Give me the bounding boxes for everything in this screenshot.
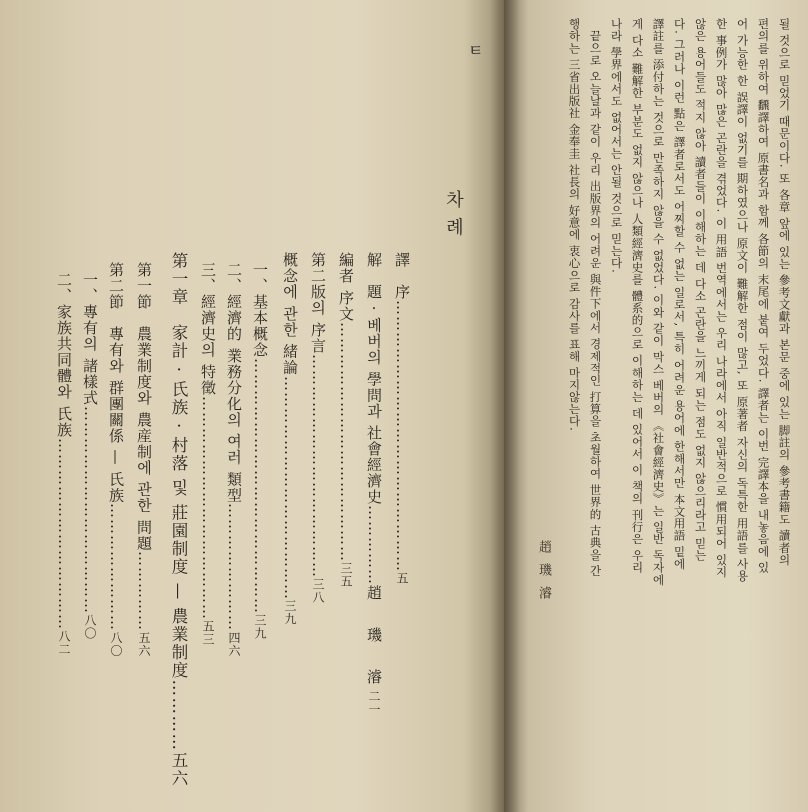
toc-label: 解 題 · 베버의 學問과 社會經濟史 — [365, 252, 383, 505]
toc-label: 一、專有의 諸樣式 — [81, 272, 99, 406]
toc-leader: ……………………………… — [55, 437, 73, 630]
toc-label: 三、經濟史의 特徵 — [199, 262, 217, 396]
toc-leader: …………………………………………… — [393, 300, 411, 572]
toc-page-number: 二一 — [367, 689, 381, 716]
toc-label: 第二版의 序言 — [309, 252, 327, 354]
toc-page-number: 五六 — [137, 631, 151, 658]
toc-leader: …………………… — [107, 503, 125, 632]
toc-label: 概念에 관한 緒論 — [281, 252, 299, 376]
preface-line: 나라 學界에서도 없어서는 안될 것으로 믿는다. — [609, 18, 624, 274]
toc-page-number: 五六 — [169, 751, 188, 788]
toc-entry-editor[interactable] — [336, 252, 357, 588]
toc-leader: ………………………………… — [81, 405, 99, 614]
toc-leader: …………… — [135, 551, 153, 632]
book-gutter — [490, 0, 520, 812]
toc-entry-appropriation[interactable] — [80, 272, 101, 640]
toc-page-number: 三九 — [283, 599, 297, 626]
toc-page-number: 八〇 — [109, 631, 123, 658]
toc-author: 趙 璣 濬 — [365, 584, 383, 690]
translator-signature: 趙璣濬 — [536, 540, 551, 609]
toc-label: 第一節 農業制度와 農産制에 관한 問題 — [135, 262, 153, 552]
toc-leader: ……………………………………… — [337, 321, 355, 562]
toc-page-number: 八二 — [57, 629, 71, 656]
toc-entry-history-features[interactable] — [198, 262, 219, 646]
toc-label: 譯 序 — [393, 252, 411, 300]
toc-entry-basic-concept[interactable] — [250, 262, 271, 640]
toc-page-number: 五三 — [201, 619, 215, 646]
toc-entry-section-2[interactable] — [106, 262, 127, 657]
toc-page-number: 三九 — [253, 614, 267, 640]
toc-label: 二、經濟的 業務分化의 여러 類型 — [225, 262, 243, 504]
toc-label: 一、基本概念 — [251, 262, 269, 358]
toc-entry-second-edition[interactable] — [308, 252, 329, 604]
preface-line: 어 가능한 한 誤譯이 없기를 期하였으나 原文이 難解한 점이 많고, 또 原著者 자신의 독특한 用語를 사용 — [735, 18, 750, 583]
ink-mark: ㅌ — [468, 41, 484, 60]
preface-line: 끝으로 오늘날과 같이 우리 出版界의 어려운 與件下에서 경제적인 打算을 초월하여 世界的 古典을 간 — [588, 30, 603, 578]
toc-leader: …………………………………… — [281, 375, 299, 600]
preface-line: 행하는 三省出版社 金奉圭 社長의 好意에 衷心으로 감사를 표해 마지않는다. — [567, 18, 582, 432]
toc-entry-chapter-1[interactable] — [166, 252, 190, 787]
toc-entry-preface[interactable] — [392, 252, 413, 585]
toc-page-number: 八〇 — [83, 613, 97, 640]
toc-page-number: 三五 — [339, 561, 353, 588]
toc-leader: …………………………………… — [309, 353, 327, 578]
toc-title: 차 례 — [443, 190, 464, 238]
preface-line: 게 다소 難解한 부분도 없지 않으나 人類經濟史를 體系的으로 이해하는 데 있어서 이 책의 刊行은 우리 — [630, 18, 645, 574]
toc-page-number: 四六 — [227, 631, 241, 658]
toc-label: 二、家族共同體와 氏族 — [55, 272, 73, 438]
toc-entry-concept[interactable] — [280, 252, 301, 626]
toc-page-number: 三八 — [311, 577, 325, 604]
toc-entry-intro[interactable] — [364, 252, 385, 716]
toc-label: 第二節 專有와 群團關係 — 氏族 — [107, 262, 125, 504]
preface-line: 다. 그러나 이런 點은 譯者로서도 어찌할 수 없는 일로서, 특히 어려운 용어에 한해서만 本文用語 밑에 — [672, 18, 687, 571]
toc-leader: …………………………………… — [199, 395, 217, 620]
preface-line: 될 것으로 믿었기 때문이다. 또 各章 앞에 있는 參考文獻과 본문 중에 있는 脚註의 參考書籍도 讀者의 — [777, 18, 792, 566]
preface-line: 譯註를 添付하는 것으로 만족하지 않을 수 없었다. 이와 같이 막스 베버의 《社會經濟史》는 일반 독자에 — [651, 18, 666, 586]
preface-line: 한 事例가 많아 많은 곤란을 겪었다. 이 用語 번역에서는 우리 나라에서 아직 일반적으로 慣用되어 있지 — [714, 18, 729, 578]
toc-label: 編者 序文 — [337, 252, 355, 322]
toc-leader: …………………… — [225, 503, 243, 632]
preface-line: 편의를 위하여 飜譯하여 原書名과 함께 各節의 末尾에 붙여 두었다. 譯者는 이번 完譯本을 내놓음에 있 — [756, 18, 771, 574]
preface-page — [504, 0, 808, 812]
toc-page-number: 五 — [395, 572, 409, 585]
toc-leader: ………………………………………… — [251, 358, 269, 614]
preface-line: 않은 용어들도 적지 않아 讀者들이 이해하는 데 다소 곤란을 느끼게 되는 점도 없지 않으리라고 믿는 — [693, 18, 708, 562]
toc-leader: …………… — [365, 504, 383, 585]
toc-label: 第一章 家計 · 氏族 · 村落 및 莊園制度 — 農業制度 — [169, 252, 188, 680]
toc-leader: ………… — [169, 679, 188, 752]
toc-entry-family-clan[interactable] — [54, 272, 75, 656]
toc-entry-division-types[interactable] — [224, 262, 245, 657]
toc-entry-section-1[interactable] — [134, 262, 155, 657]
